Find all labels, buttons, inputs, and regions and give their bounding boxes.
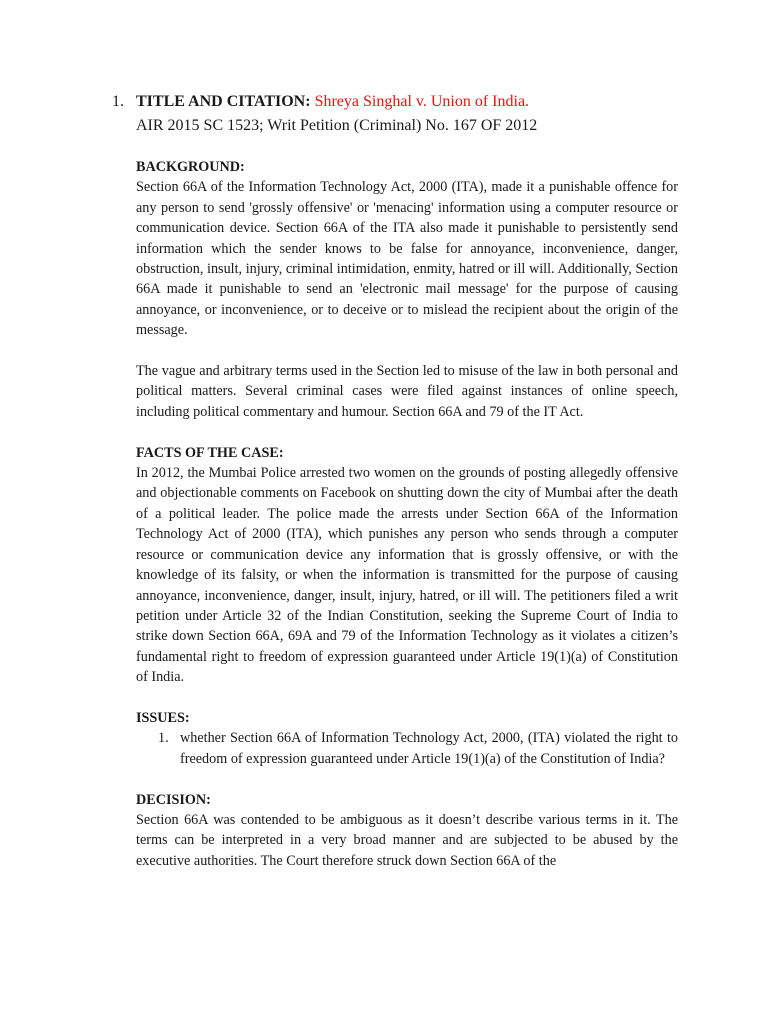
paragraph-gap	[136, 688, 678, 708]
decision-paragraph: Section 66A was contended to be ambiguous as it doesn’t describe various terms in it. The terms can be interpreted in a very broad manner and are subjected to be abused by the executive authorities. The Court therefore struck down Section 66A of the	[136, 811, 678, 869]
paragraph-gap	[136, 769, 678, 789]
issue-text: whether Section 66A of Information Technology Act, 2000, (ITA) violated the right to freedom of expression guaranteed under Article 19(1)(a) of the Constitution of India?	[180, 730, 678, 767]
issue-number: 1.	[158, 730, 169, 747]
issues-list	[136, 728, 678, 769]
issues-heading: ISSUES:	[136, 709, 190, 726]
issue-item	[136, 728, 678, 769]
title-label: TITLE AND CITATION:	[136, 93, 311, 110]
title-number: 1.	[112, 93, 124, 110]
facts-paragraph: In 2012, the Mumbai Police arrested two women on the grounds of posting allegedly offensive and objectionable comments on Facebook on shutting down the city of Mumbai after the death of a political leader. The police made the arrests under Section 66A of the Information Technology Act of 2000 (ITA), which punishes any person who sends through a computer resource or communication device any information that is grossly offensive, or with the knowledge of its falsity, or when the information is transmitted for the purpose of causing annoyance, inconvenience, danger, insult, injury, hatred, or ill will. The petitioners filed a writ petition under Article 32 of the Indian Constitution, seeking the Supreme Court of India to strike down Section 66A, 69A and 79 of the Information Technology as it violates a citizen’s fundamental right to freedom of expression guaranteed under Article 19(1)(a) of Constitution of India.	[136, 465, 678, 686]
background-paragraph-2: The vague and arbitrary terms used in the Section led to misuse of the law in both personal and political matters. Several criminal cases were filed against instances of online speech, including political commentary and humour. Section 66A and 79 of the IT Act.	[136, 363, 678, 420]
paragraph-gap	[136, 341, 678, 361]
background-paragraph-1: Section 66A of the Information Technology Act, 2000 (ITA), made it a punishable offence for any person to send 'grossly offensive' or 'menacing' information using a computer resource or communication device. Section 66A of the ITA also made it punishable to persistently send information which the sender knows to be false for annoyance, inconvenience, danger, obstruction, insult, injury, criminal intimidation, enmity, hatred or ill will. Additionally, Section 66A made it punishable to send an 'electronic mail message' for the purpose of causing annoyance, or inconvenience, or to deceive or to mislead the recipient about the origin of the message.	[136, 179, 678, 339]
case-name: Shreya Singhal v. Union of India.	[314, 93, 530, 110]
paragraph-gap	[136, 422, 678, 442]
title-and-citation-heading	[112, 92, 529, 112]
document-body	[136, 157, 678, 871]
decision-heading: DECISION:	[136, 791, 211, 808]
citation: AIR 2015 SC 1523; Writ Petition (Criminal) No. 167 OF 2012	[136, 117, 538, 134]
background-heading: BACKGROUND:	[136, 159, 245, 175]
facts-heading: FACTS OF THE CASE:	[136, 444, 284, 461]
